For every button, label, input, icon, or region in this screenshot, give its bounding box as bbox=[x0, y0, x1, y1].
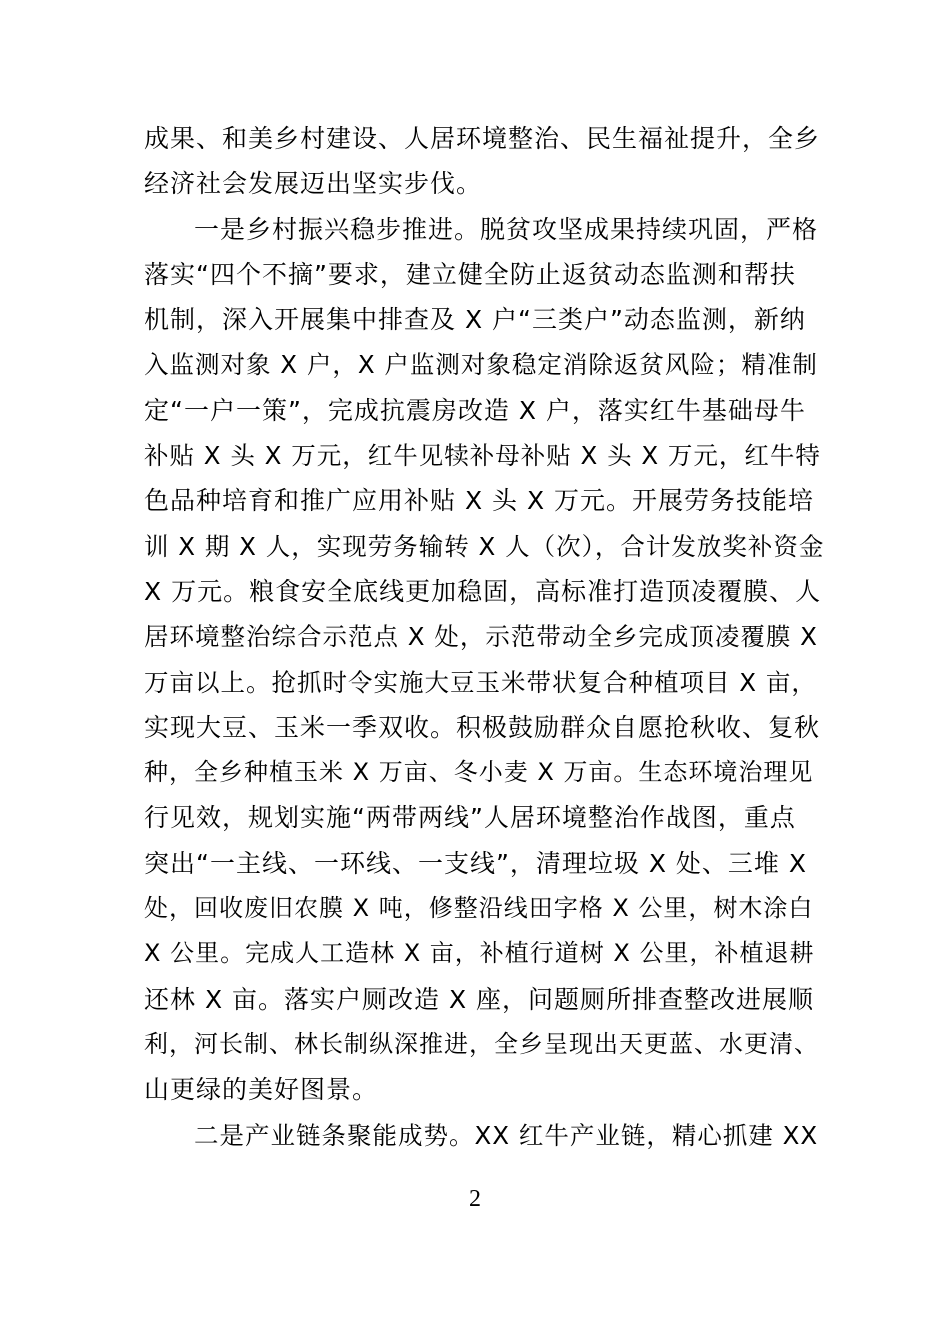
text-line: 万亩以上。抢抓时令实施大豆玉米带状复合种植项目 X 亩， bbox=[144, 667, 817, 697]
text-line: 落实“四个不摘”要求，建立健全防止返贫动态监测和帮扶 bbox=[144, 259, 796, 289]
text-line: 居环境整治综合示范点 X 处，示范带动全乡完成顶凌覆膜 X bbox=[144, 622, 818, 652]
text-line: X 万元。粮食安全底线更加稳固，高标准打造顶凌覆膜、人 bbox=[144, 576, 822, 606]
text-line: 实现大豆、玉米一季双收。积极鼓励群众自愿抢秋收、复秋 bbox=[144, 712, 821, 742]
text-line: 色品种培育和推广应用补贴 X 头 X 万元。开展劳务技能培 bbox=[144, 486, 815, 516]
text-line: 处，回收废旧农膜 X 吨，修整沿线田字格 X 公里，树木涂白 bbox=[144, 894, 814, 923]
paragraph-first-line: 一是乡村振兴稳步推进。脱贫攻坚成果持续巩固，严格 bbox=[194, 214, 819, 244]
text-line: 利，河长制、林长制纵深推进，全乡呈现出天更蓝、水更清、 bbox=[144, 1029, 819, 1058]
body-text bbox=[144, 116, 824, 1158]
text-line: 入监测对象 X 户，X 户监测对象稳定消除返贫风险；精准制 bbox=[144, 350, 818, 380]
text-line: 定“一户一策”，完成抗震房改造 X 户，落实红牛基础母牛 bbox=[144, 395, 806, 425]
paragraph-first-line: 二是产业链条聚能成势。XX 红牛产业链，精心抓建 XX bbox=[194, 1120, 819, 1150]
text-line: 突出“一主线、一环线、一支线”，清理垃圾 X 处、三堆 X bbox=[144, 848, 807, 878]
page-number: 2 bbox=[469, 1186, 481, 1212]
text-line: 补贴 X 头 X 万元，红牛见犊补母补贴 X 头 X 万元，红牛特 bbox=[144, 441, 821, 471]
text-line: X 公里。完成人工造林 X 亩，补植行道树 X 公里，补植退耕 bbox=[144, 939, 815, 968]
text-line: 训 X 期 X 人，实现劳务输转 X 人（次），合计发放奖补资金 bbox=[144, 531, 825, 561]
text-line: 经济社会发展迈出坚实步伐。 bbox=[144, 169, 483, 199]
text-line: 种，全乡种植玉米 X 万亩、冬小麦 X 万亩。生态环境治理见 bbox=[144, 758, 814, 787]
text-line: 行见效，规划实施“两带两线”人居环境整治作战图，重点 bbox=[144, 803, 796, 833]
text-line: 还林 X 亩。落实户厕改造 X 座，问题厕所排查整改进展顺 bbox=[144, 984, 815, 1014]
text-line: 山更绿的美好图景。 bbox=[144, 1075, 379, 1105]
text-line: 机制，深入开展集中排查及 X 户“三类户”动态监测，新纳 bbox=[144, 305, 806, 335]
text-line: 成果、和美乡村建设、人居环境整治、民生福祉提升，全乡 bbox=[144, 124, 821, 153]
